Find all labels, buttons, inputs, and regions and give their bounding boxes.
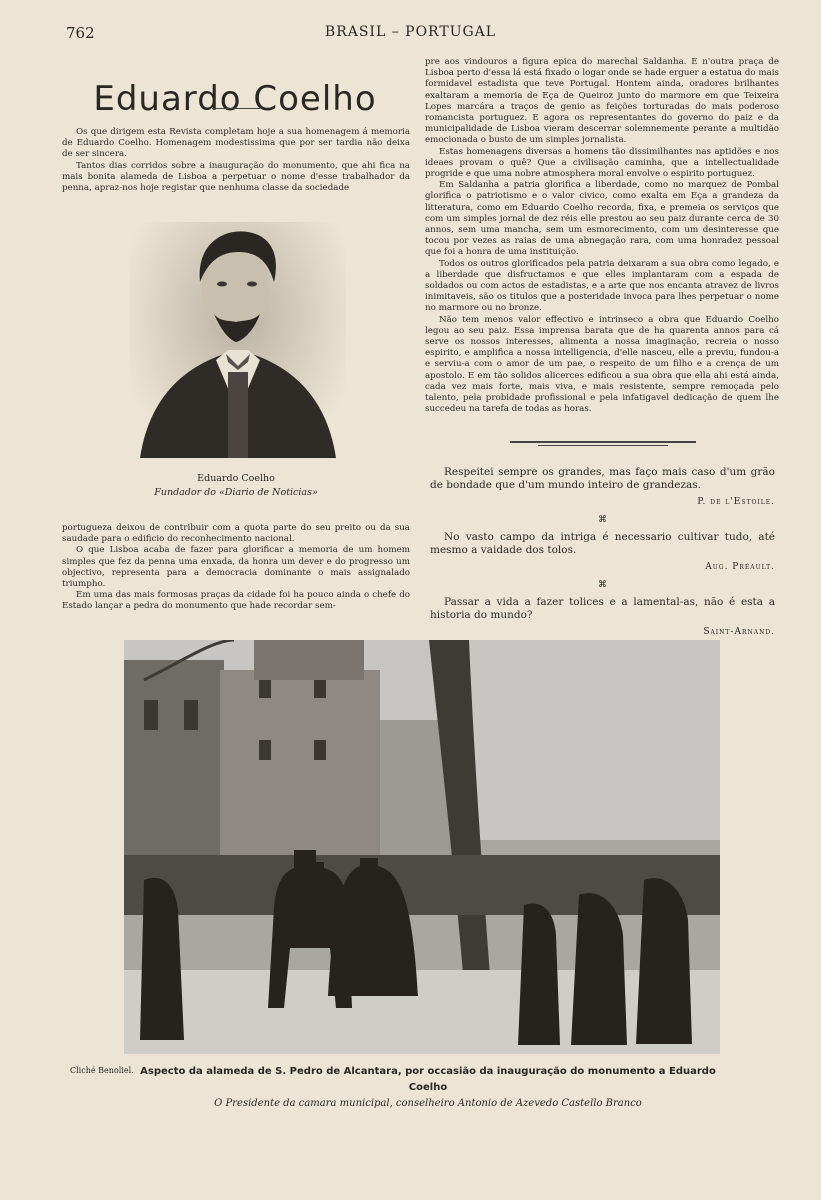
quote-text: No vasto campo da intriga é necessario cultivar tudo, até mesmo a vaidade dos tolos.	[430, 531, 775, 556]
paragraph: Não tem menos valor effectivo e intrinseco a obra que Eduardo Coelho legou ao seu paiz. Essa imprensa barata que de ha quarenta annos para cá serve os nossos interesses, alimenta a nossa imaginação, recreia o nosso espirito, e amplifica a nossa intelligencia, d'elle nasceu, elle a previu, fundou-a e serviu-a com o amor de um pae, o respeito de um filho e a crença de um apostolo. E em tão solidos alicerces edificou a sua obra que ella ahi está ainda, cada vez mais forte, mais viva, e mais resistente, sempre remoçada pelo talento, pela probidade profissional e pela infatigavel dedicação de quem lhe succedeu na tarefa de todas as horas.	[425, 314, 779, 415]
photo-caption-main: Aspecto da alameda de S. Pedro de Alcantara, por occasião da inauguração do monumento a Eduardo Coelho	[140, 1066, 716, 1093]
title-rule	[212, 108, 260, 109]
portrait-caption-role: Fundador do «Diario de Noticias»	[154, 487, 318, 498]
paragraph: Em Saldanha a patria glorifica a liberdade, como no marquez de Pombal glorifica o patriotismo e o valor civico, como exalta em Eça a grandeza da litteratura, como em Eduardo Coelho recorda, fixa, e premeia os serviços que com um simples jornal de dez réis elle prestou ao seu paiz durante cerca de 30 annos, sem uma mancha, sem um esmorecimento, com um desinteresse que tocou por vezes as raias de uma abnegação rara, com uma honradez pessoal que foi a honra de uma instituição.	[425, 180, 779, 258]
portrait-caption	[62, 472, 410, 500]
photo-illustration	[124, 640, 720, 1054]
portrait-engraving	[130, 222, 346, 458]
column-end-rule-thin	[538, 445, 668, 446]
photo-caption	[120, 1064, 736, 1112]
separator-ornament-icon: ⌘	[598, 514, 607, 525]
running-head: BRASIL – PORTUGAL	[324, 24, 497, 40]
right-column	[425, 57, 779, 416]
street-photograph	[124, 640, 720, 1054]
page-number: 762	[66, 24, 95, 42]
quote-text: Respeitei sempre os grandes, mas faço mais caso d'um grão de bondade que d'um mundo inteiro de grandezas.	[430, 466, 775, 491]
paragraph: portugueza deixou de contribuir com a quota parte do seu preito ou da sua saudade para o edificio do reconhecimento nacional.	[62, 523, 410, 545]
quote-author: P. de l'Estoile.	[697, 497, 775, 507]
quotes-block	[430, 466, 775, 644]
paragraph: Todos os outros glorificados pela patria deixaram a sua obra como legado, e a liberdade que disfructamos e que elles implantaram com a espada de soldados ou com actos de estadistas, e a arte que nos encanta atravez de livros inimitaveis, são os titulos que a posteridade invoca para lhes perpetuar o nome no marmore ou no bronze.	[425, 258, 779, 314]
photo-credit: Cliché Benoliel.	[70, 1066, 134, 1075]
left-column-bottom	[62, 523, 410, 613]
paragraph: Tantos dias corridos sobre a inauguração do monumento, que ahi fica na mais bonita alameda de Lisboa a perpetuar o nome d'esse trabalhador da penna, apraz-nos hoje registar que nenhuma classe da sociedade	[62, 160, 410, 194]
paragraph: Estas homenagens diversas a homens tão dissimilhantes nas aptidões e nos ideaes provam o quê? Que a civilisação caminha, que a intellectualidade progride e que uma nobre atmosphera moral envolve o espirito portuguez.	[425, 146, 779, 180]
article-title: Eduardo Coelho	[93, 78, 377, 119]
quote-author: Saint-Arnand.	[703, 627, 775, 637]
separator-ornament-icon: ⌘	[598, 579, 607, 590]
left-column-top	[62, 127, 410, 194]
paragraph: Os que dirigem esta Revista completam hoje a sua homenagem á memoria de Eduardo Coelho. Homenagem modestissima que por ser tardia não deixa de ser sincera.	[62, 127, 410, 160]
portrait-caption-name: Eduardo Coelho	[197, 473, 275, 484]
quote-author: Aug. Préault.	[705, 562, 775, 572]
photo-caption-sub: O Presidente da camara municipal, conselheiro Antonio de Azevedo Castello Branco	[214, 1098, 642, 1109]
paragraph: Em uma das mais formosas praças da cidade foi ha pouco ainda o chefe do Estado lançar a pedra do monumento que hade recordar sem-	[62, 590, 410, 612]
quote-text: Passar a vida a fazer tolices e a lamental-as, não é esta a historia do mundo?	[430, 596, 775, 621]
portrait-illustration	[130, 222, 346, 458]
column-end-rule	[510, 441, 696, 443]
paragraph: O que Lisboa acaba de fazer para glorificar a memoria de um homem simples que fez da penna uma enxada, da honra um dever e do progresso um objectivo, representa para a democracia dominante o mais assignalado triumpho.	[62, 545, 410, 590]
paragraph: pre aos vindouros a figura epica do marechal Saldanha. E n'outra praça de Lisboa perto d'essa lá está fixado o logar onde se hade erguer a estatua do mais formidavel estadista que teve Portugal. Hontem ainda, oradores brilhantes exaltaram a memoria de Eça de Queiroz junto do marmore em que Teixeira Lopes marcára a traços de genio as feições torturadas do mais poderoso romancista portuguez. E agora os representantes do governo do paiz e da municipalidade de Lisboa vieram descerrar solemnemente perante a multidão emocionada o busto de um simples jornalista.	[425, 57, 779, 146]
